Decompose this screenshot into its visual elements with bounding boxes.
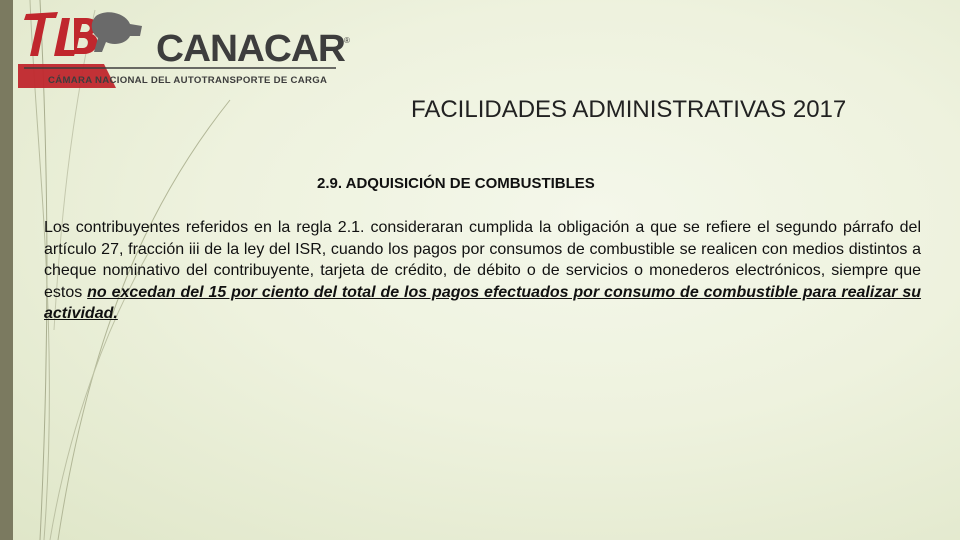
body-text: Los contribuyentes referidos en la regla 2.1. consideraran cumplida la obligación a que se refiere el segundo párrafo del artículo 27, fracción iii de la ley del ISR, cuando los pagos por consumos de combustible se realicen con medios distintos a cheque nominativo del contribuyente, tarjeta de crédito, de débito o de servicios o monederos electrónicos, siempre que estos [44, 219, 921, 301]
body-paragraph [44, 217, 921, 325]
section-heading: 2.9. ADQUISICIÓN DE COMBUSTIBLES [317, 175, 595, 192]
canacar-logo [18, 8, 348, 88]
page-title: FACILIDADES ADMINISTRATIVAS 2017 [411, 96, 847, 123]
emphasized-text: no excedan del 15 por ciento del total de los pagos efectuados por consumo de combustible para realizar su actividad. [44, 283, 922, 322]
logo-subtitle: CÁMARA NACIONAL DEL AUTOTRANSPORTE DE CARGA [48, 75, 328, 86]
registered-mark: ® [344, 36, 350, 45]
logo-wordmark: CANACAR [156, 28, 345, 70]
